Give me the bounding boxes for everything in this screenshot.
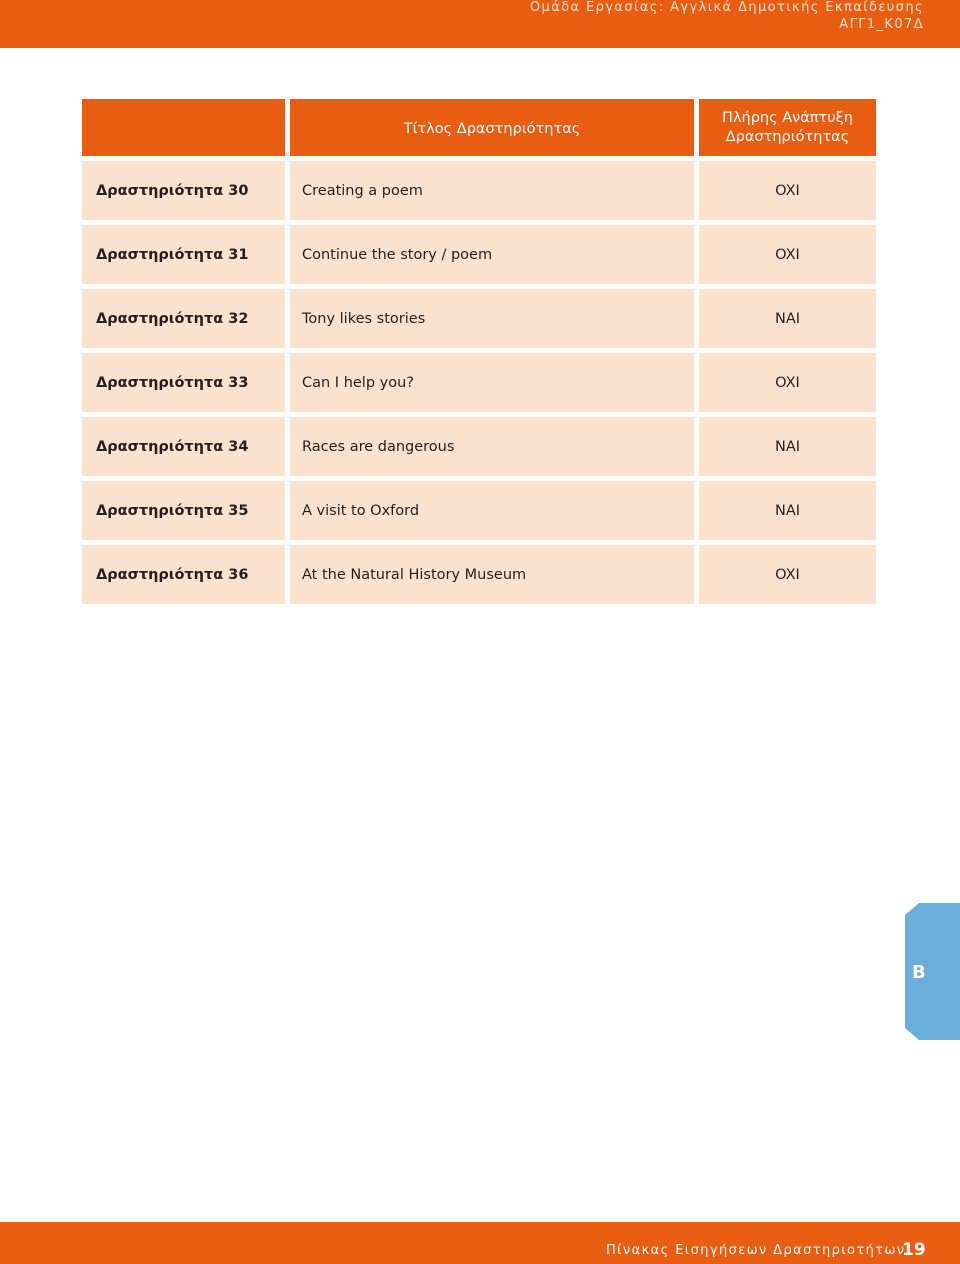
title-cell: At the Natural History Museum: [290, 545, 694, 604]
title-cell: Continue the story / poem: [290, 225, 694, 284]
title-cell: Races are dangerous: [290, 417, 694, 476]
header-bar: [0, 0, 960, 48]
column-header-title: Τίτλος Δραστηριότητας: [290, 99, 694, 156]
activity-cell: Δραστηριότητα 32: [82, 289, 285, 348]
title-cell: A visit to Oxford: [290, 481, 694, 540]
footer-title: Πίνακας Εισηγήσεων Δραστηριοτήτων: [606, 1243, 906, 1258]
activity-cell: Δραστηριότητα 30: [82, 161, 285, 220]
activity-cell: Δραστηριότητα 36: [82, 545, 285, 604]
activities-table: [82, 99, 876, 609]
activity-cell: Δραστηριότητα 33: [82, 353, 285, 412]
activity-cell: Δραστηριότητα 35: [82, 481, 285, 540]
table-row: [82, 417, 876, 476]
header-title: Ομάδα Εργασίας: Αγγλικά Δημοτικής Εκπαίδευσης: [529, 0, 924, 15]
full-development-cell: OXI: [699, 225, 876, 284]
column-header-activity: [82, 99, 285, 156]
table-row: [82, 353, 876, 412]
full-development-cell: NAI: [699, 289, 876, 348]
full-development-cell: OXI: [699, 353, 876, 412]
section-tab-label: Β: [912, 962, 926, 983]
page-number: 19: [902, 1240, 926, 1260]
table-row: [82, 481, 876, 540]
title-cell: Creating a poem: [290, 161, 694, 220]
header-code: ΑΓΓ1_Κ07Δ: [839, 17, 924, 32]
title-cell: Tony likes stories: [290, 289, 694, 348]
full-development-cell: OXI: [699, 545, 876, 604]
activity-cell: Δραστηριότητα 34: [82, 417, 285, 476]
table-header-row: [82, 99, 876, 156]
full-development-cell: OXI: [699, 161, 876, 220]
table-row: [82, 545, 876, 604]
title-cell: Can I help you?: [290, 353, 694, 412]
full-development-cell: NAI: [699, 417, 876, 476]
activity-cell: Δραστηριότητα 31: [82, 225, 285, 284]
table-row: [82, 161, 876, 220]
table-row: [82, 225, 876, 284]
column-header-full-development: Πλήρης Ανάπτυξη Δραστηριότητας: [699, 99, 876, 156]
full-development-cell: NAI: [699, 481, 876, 540]
table-row: [82, 289, 876, 348]
